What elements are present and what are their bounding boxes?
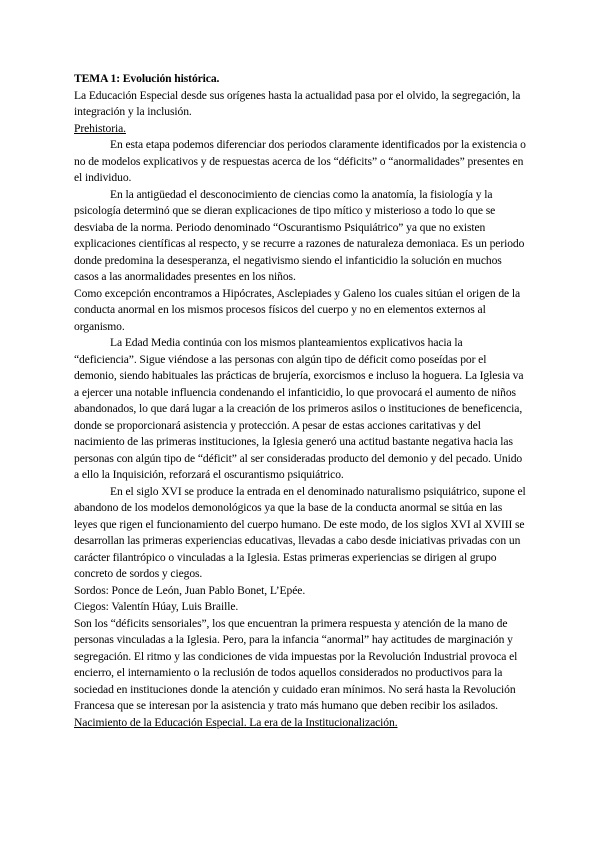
paragraph-periodos: En esta etapa podemos diferenciar dos periodos claramente identificados por la existencia o no de modelos explicativos y de respuestas acerca de los “déficits” o “anormalidades” presentes en el individuo.	[74, 138, 526, 184]
paragraph-excepcion: Como excepción encontramos a Hipócrates, Asclepiades y Galeno los cuales sitúan el origen de la conducta anormal en los mismos procesos físicos del cuerpo y no en elementos externos al organismo.	[74, 286, 521, 333]
document-page	[74, 71, 526, 731]
paragraph-sordos: Sordos: Ponce de León, Juan Pablo Bonet, L’Epée.	[74, 583, 306, 597]
paragraph-edad-media: La Edad Media continúa con los mismos planteamientos explicativos hacia la “deficiencia”. Sigue viéndose a las personas con algún tipo de déficit como poseídas por el demonio, siendo habituales las prácticas de brujería, exorcismos e incluso la hoguera. La Iglesia va a ejercer una notable influencia condenando el infanticidio, lo que provocará el aumento de niños abandonados, lo que dará lugar a la creación de los primeros asilos o instituciones de beneficencia, donde se proporcionará asistencia y protección. A pesar de estas acciones caritativas y del nacimiento de las primeras instituciones, la Iglesia generó una actitud bastante negativa hacia las personas con algún tipo de “déficit” al ser consideradas producto del demonio y del pecado. Unido a ello la Inquisición, reforzará el oscurantismo psiquiátrico.	[74, 336, 524, 481]
paragraph-deficits-sensoriales: Son los “déficits sensoriales”, los que encuentran la primera respuesta y atención de la mano de personas vinculadas a la Iglesia. Pero, para la infancia “anormal” hay actitudes de marginación y segregación. El ritmo y las condiciones de vida impuestas por la Revolución Industrial provoca el encierro, el internamiento o la reclusión de todos aquellos considerados no productivos para la sociedad en instituciones donde la atención y cuidado eran mínimos. No será hasta la Revolución Francesa que se interesan por la asistencia y trato más humano que deben recibir los asilados.	[74, 616, 518, 712]
paragraph-antiguedad: En la antigüedad el desconocimiento de ciencias como la anatomía, la fisiología y la psicología determinó que se dieran explicaciones de tipo mítico y misterioso a todo lo que se desviaba de la norma. Periodo denominado “Oscurantismo Psiquiátrico” ya que no existen explicaciones científicas al respecto, y se recurre a razones de naturaleza demoniaca. Es un periodo donde predomina la desesperanza, el negativismo siendo el infanticidio la solución en muchos casos a las anormalidades presentes en los niños.	[74, 187, 525, 283]
section-heading-nacimiento: Nacimiento de la Educación Especial. La era de la Institucionalización.	[74, 715, 398, 729]
paragraph-ciegos: Ciegos: Valentín Húay, Luis Braille.	[74, 600, 239, 613]
page-title: TEMA 1: Evolución histórica.	[74, 72, 220, 85]
intro-paragraph: La Educación Especial desde sus orígenes hasta la actualidad pasa por el olvido, la segregación, la integración y la inclusión.	[74, 88, 521, 118]
section-heading-prehistoria: Prehistoria.	[74, 121, 126, 135]
paragraph-siglo-xvi: En el siglo XVI se produce la entrada en el denominado naturalismo psiquiátrico, supone el abandono de los modelos demonológicos ya que la base de la conducta anormal se sitúa en las leyes que rigen el funcionamiento del cuerpo humano. De este modo, de los siglos XVI al XVIII se desarrollan las primeras experiencias educativas, llevadas a cabo desde iniciativas privadas con un carácter filantrópico o vinculadas a la Iglesia. Estas primeras experiencias se dirigen al grupo concreto de sordos y ciegos.	[74, 484, 526, 580]
